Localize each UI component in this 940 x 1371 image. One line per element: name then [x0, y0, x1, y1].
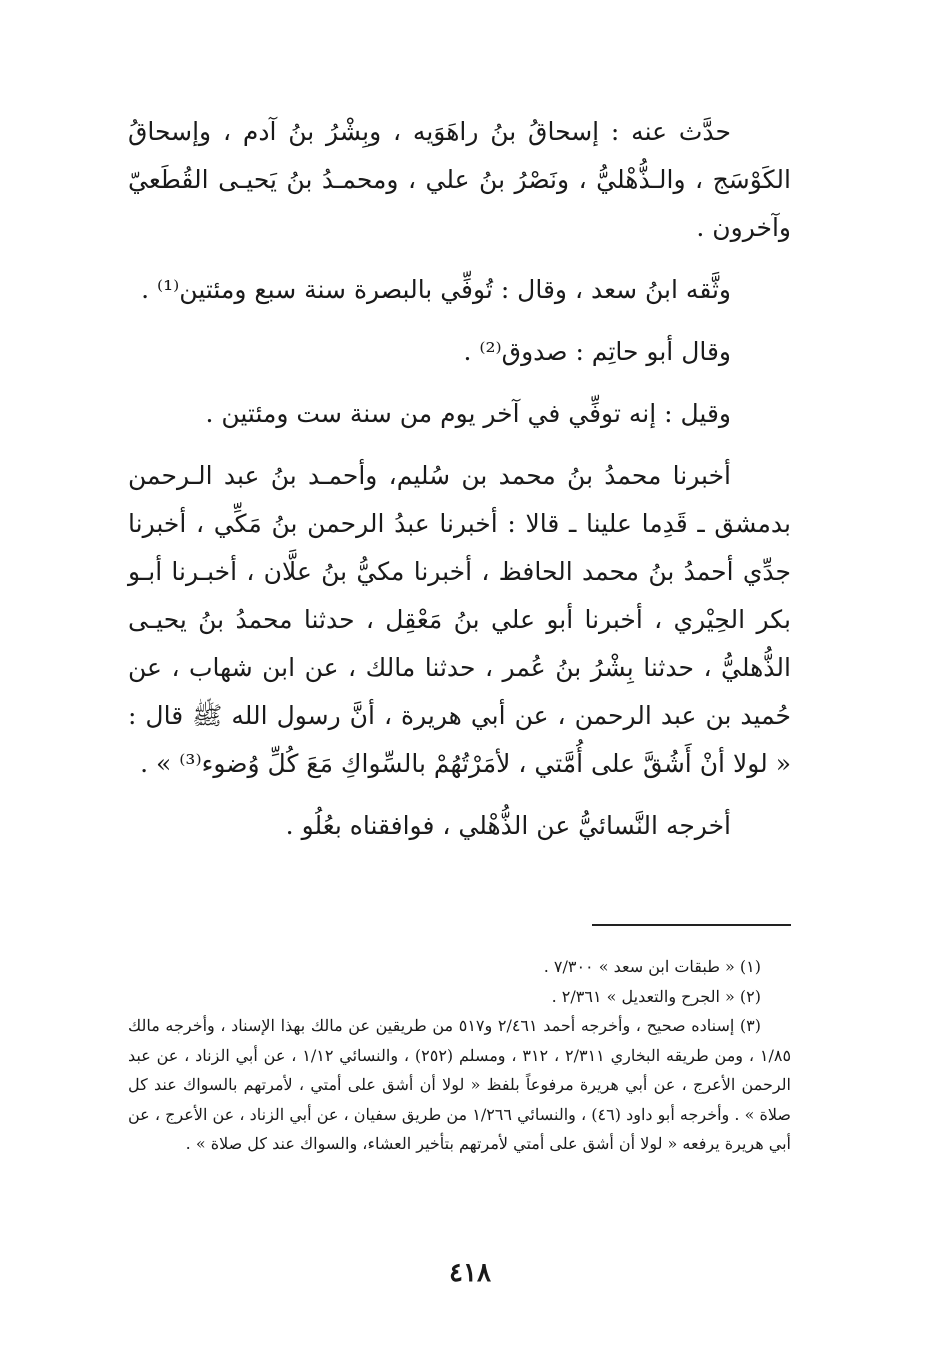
main-text-block	[128, 108, 791, 850]
paragraph-abu-hatim: وقال أبو حاتِم : صدوق⁽²⁾ .	[463, 337, 731, 366]
footnote-1: (١) « طبقات ابن سعد » ٧/٣٠٠ .	[543, 957, 761, 976]
footnote-2: (٢) « الجرح والتعديل » ٢/٣٦١ .	[551, 986, 761, 1006]
paragraph-death-date: وقيل : إنه توفِّي في آخر يوم من سنة ست ومئتين .	[205, 399, 731, 428]
footnote-3: (٣) إسناده صحيح ، وأخرجه أحمد ٢/٤٦١ و٥١٧ من طريقين عن مالك بهذا الإسناد ، وأخرجه مالك ١/٨٥ ، ومن طريقه البخاري ٢/٣١١ ، ٣١٢ ، ومسلم (٢٥٢) ، والنسائي ١/١٢ ، عن أبي الزناد ، عن عبد الرحمن الأعرج ، عن أبي هريرة مرفوعاً بلفظ « لولا أن أشق على أمتي ، لأمرتهم بالسواك عند كل صلاة » . وأخرجه أبو داود (٤٦) ، والنسائي ١/٢٦٦ من طريق سفيان ، عن أبي الزناد ، عن الأعرج ، عن أبي هريرة يرفعه « لولا أن أشق على أمتي لأمرتهم بتأخير العشاء، والسواك عند كل صلاة » .	[128, 1016, 792, 1153]
footnote-divider	[592, 924, 791, 926]
paragraph-hadith-chain: أخبرنا محمدُ بنُ محمد بن سُليم، وأحمـد بنُ عبد الـرحمن بدمشق ـ قَدِما علينا ـ قالا : أخبرنا عبدُ الرحمن بنُ مَكِّي ، أخبرنا جدِّي أحمدُ بنُ محمد الحافظ ، أخبرنا مكيُّ بنُ علَّان ، أخبـرنا أبـو بكر الحِيْري ، أخبرنا أبو علي بنُ مَعْقِل ، حدثنا محمدُ بنُ يحيـى الذُّهليُّ ، حدثنا بِشْرُ بنُ عُمر ، حدثنا مالك ، عن ابن شهاب ، عن حُميد بن عبد الرحمن ، عن أبي هريرة ، أنَّ رسول الله ﷺ قال : « لولا أنْ أَشُقَّ على أُمَّتي ، لأمَرْتُهُمْ بالسِّواكِ مَعَ كُلِّ وُضوء⁽³⁾ » .	[128, 461, 791, 778]
page-number: ٤١٨	[449, 1258, 491, 1288]
paragraph-takhrij: أخرجه النَّسائيُّ عن الذُّهْلي ، فوافقناه بعُلُو .	[285, 811, 731, 840]
paragraph-narrators: حدَّث عنه : إسحاقُ بنُ راهَوَيه ، وبِشْرُ بنُ آدم ، وإسحاقُ الكَوْسَج ، والـذُّهْليُّ ، ونَصْرُ بنُ علي ، ومحمـدُ بنُ يَحيـى القُطَعيّ وآخرون .	[128, 117, 791, 242]
paragraph-ibn-saad: وثَّقه ابنُ سعد ، وقال : تُوفِّي بالبصرة سنة سبع ومئتين⁽¹⁾ .	[141, 275, 731, 304]
footnotes-block	[128, 952, 791, 1159]
